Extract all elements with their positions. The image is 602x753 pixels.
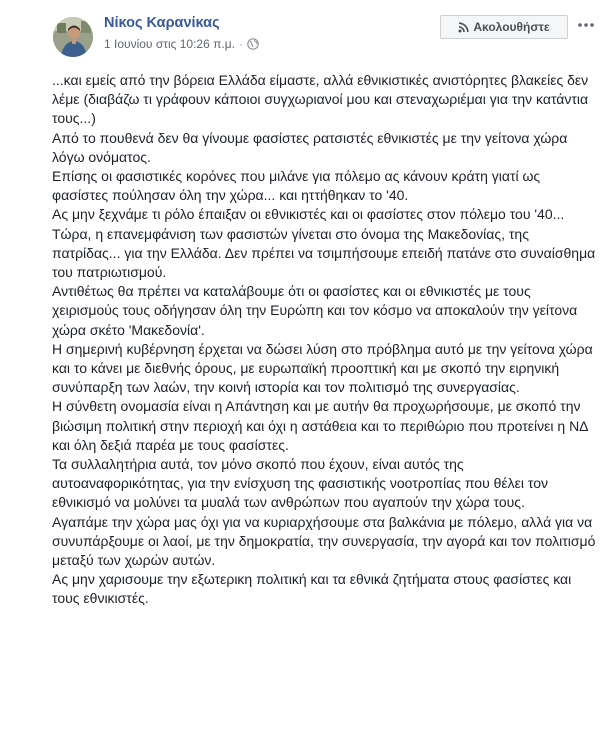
post-body bbox=[52, 71, 597, 609]
globe-icon[interactable] bbox=[247, 38, 259, 50]
post-paragraph: Από το πουθενά δεν θα γίνουμε φασίστες ρατσιστές εθνικιστές με την γείτονα χώρα λόγω ονόματος. bbox=[52, 129, 568, 165]
profile-photo bbox=[53, 17, 93, 57]
post-paragraph: Η σημερινή κυβέρνηση έρχεται να δώσει λύση στο πρόβλημα αυτό με την γείτονα χώρα και το κάνει με διεθνής όρους, με ευρωπαϊκή προοπτική και με σκοπό την ειρηνική συνύπαρξη των λαών, την κοινή ιστορία και τον πολιτισμό της συνεργασίας. bbox=[52, 340, 593, 396]
meta-separator: · bbox=[238, 37, 243, 51]
post-meta bbox=[104, 37, 259, 51]
more-options-button[interactable] bbox=[575, 14, 597, 36]
post-paragraph: ...και εμείς από την βόρεια Ελλάδα είμαστε, αλλά εθνικιστικές ανιστόρητες βλακείες δεν λέμε (διαβάζω τι γράφουν κάποιοι συγχωριανοί μου και στεναχωριέμαι για την κατάντια τους...) bbox=[52, 72, 589, 127]
post-paragraph: Η σύνθετη ονομασία είναι η Απάντηση και με αυτήν θα προχωρήσουμε, με σκοπό την βιώσιμη πολιτική στην περιοχή και όχι η αστάθεια και το περιθώριο που προτείνει η ΝΔ και όλη δεξιά παρέα με τους φασίστες. bbox=[52, 398, 588, 453]
follow-label: Ακολουθήστε bbox=[473, 20, 550, 34]
author-name[interactable]: Νίκος Καρανίκας bbox=[104, 15, 220, 31]
rss-icon bbox=[458, 22, 469, 33]
post-paragraph: Αγαπάμε την χώρα μας όχι για να κυριαρχήσουμε στα βαλκάνια με πόλεμο, αλλά για να συνυπάρξουμε οι λαοί, με την δημοκρατία, την συνεργασία, την αγορά και τον πολιτισμό μεταξύ των χωρών αυτών. bbox=[52, 513, 596, 569]
more-options-icon bbox=[578, 23, 594, 27]
post-paragraph: Επίσης οι φασιστικές κορόνες που μιλάνε για πόλεμο ας κάνουν κράτη γιατί ως φασίστες πούλησαν όλη την χώρα... και ηττήθηκαν το '40. bbox=[52, 168, 541, 204]
avatar[interactable] bbox=[53, 17, 93, 57]
post-paragraph: Αντιθέτως θα πρέπει να καταλάβουμε ότι οι φασίστες και οι εθνικιστές με τους χειρισμούς τους οδήγησαν όλη την Ευρώπη και τον κόσμο να αποκαλούν την γείτονα χώρα σκέτο 'Μακεδονία'. bbox=[52, 283, 578, 338]
post-paragraph: Ας μην χαρισουμε την εξωτερικη πολιτική και τα εθνικά ζητήματα στους φασίστες και τους εθνικιστές. bbox=[52, 571, 572, 607]
post-paragraph: Ας μην ξεχνάμε τι ρόλο έπαιξαν οι εθνικιστές και οι φασίστες στον πόλεμο του '40... bbox=[52, 206, 565, 223]
post-paragraph: Τώρα, η επανεμφάνιση των φασιστών γίνεται στο όνομα της Μακεδονίας, της πατρίδας... για την Ελλάδα. Δεν πρέπει να τσιμπήσουμε επειδή πατάνε στο συναίσθημα του πατριωτισμού. bbox=[52, 225, 596, 281]
post-paragraph: Τα συλλαλητήρια αυτά, τον μόνο σκοπό που έχουν, είναι αυτός της αυτοαναφορικότητας, για την ενίσχυση της φασιστικής νοοτροπίας που θέλει τον εθνικισμό να μολύνει τα μυαλά των ανθρώπων που αγαπούν την χώρα τους. bbox=[52, 456, 549, 511]
post-timestamp[interactable]: 1 Ιουνίου στις 10:26 π.μ. bbox=[104, 37, 235, 51]
follow-button[interactable] bbox=[440, 15, 568, 39]
